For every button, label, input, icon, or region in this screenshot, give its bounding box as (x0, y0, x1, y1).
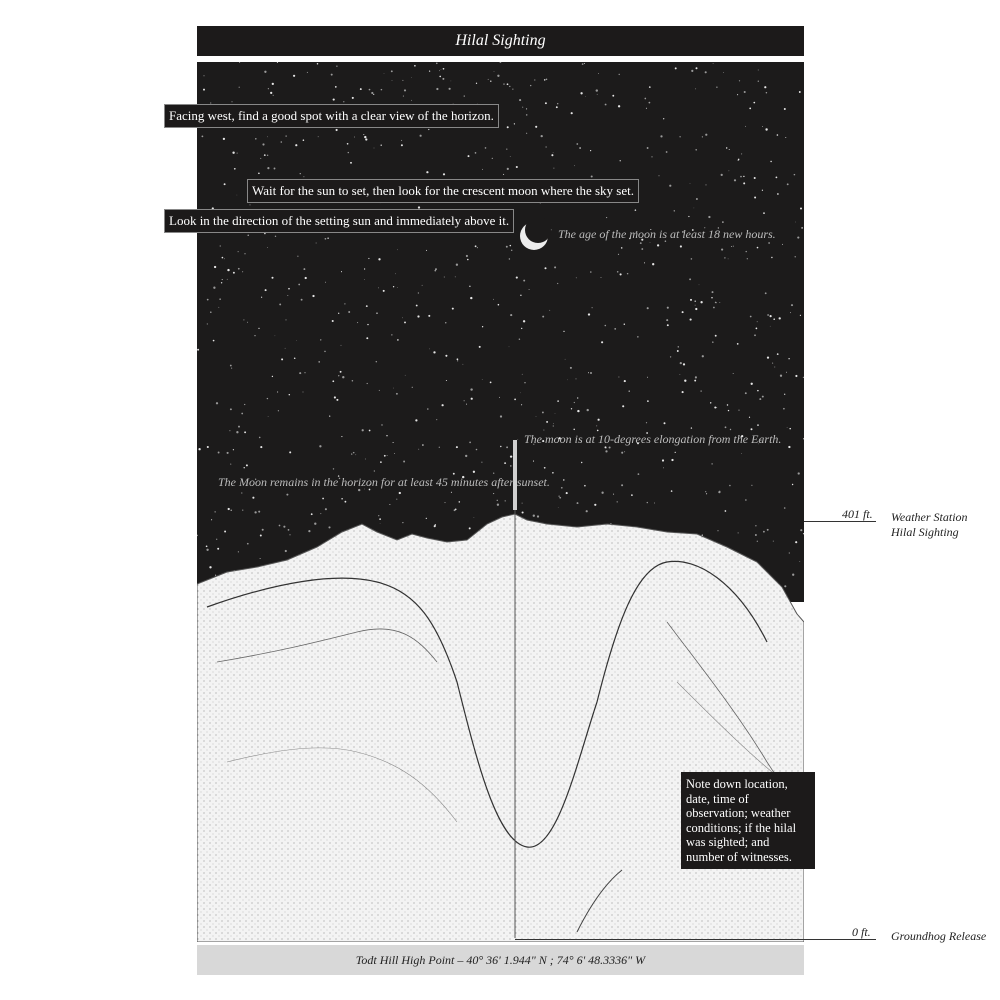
mountain-silhouette (197, 514, 804, 942)
observation-note: Note down location, date, time of observation; weather conditions; if the hilal was sighted; and number of witnesses. (681, 772, 815, 869)
moon-age-annotation: The age of the moon is at least 18 new hours. (558, 227, 776, 241)
elevation-bottom-tick (515, 939, 876, 940)
elevation-top-label-2: Hilal Sighting (891, 525, 959, 539)
instruction-step-2: Wait for the sun to set, then look for the crescent moon where the sky set. (247, 179, 639, 203)
elevation-top-label-1: Weather Station (891, 510, 968, 524)
elevation-bottom-value: 0 ft. (852, 925, 871, 939)
instruction-step-1: Facing west, find a good spot with a clear view of the horizon. (164, 104, 499, 128)
elevation-top-tick (804, 521, 876, 522)
elongation-annotation: The moon is at 10-degrees elongation from the Earth. (524, 432, 782, 446)
elevation-bottom-label: Groundhog Release (891, 929, 987, 943)
instruction-step-3: Look in the direction of the setting sun and immediately above it. (164, 209, 514, 233)
page-title: Hilal Sighting (197, 26, 804, 56)
location-footer: Todt Hill High Point – 40° 36' 1.944" N ; 74° 6' 48.3336" W (197, 945, 804, 975)
crescent-moon-icon (516, 218, 552, 254)
elevation-top-value: 401 ft. (842, 507, 873, 521)
horizon-time-annotation: The Moon remains in the horizon for at least 45 minutes after sunset. (218, 475, 550, 489)
